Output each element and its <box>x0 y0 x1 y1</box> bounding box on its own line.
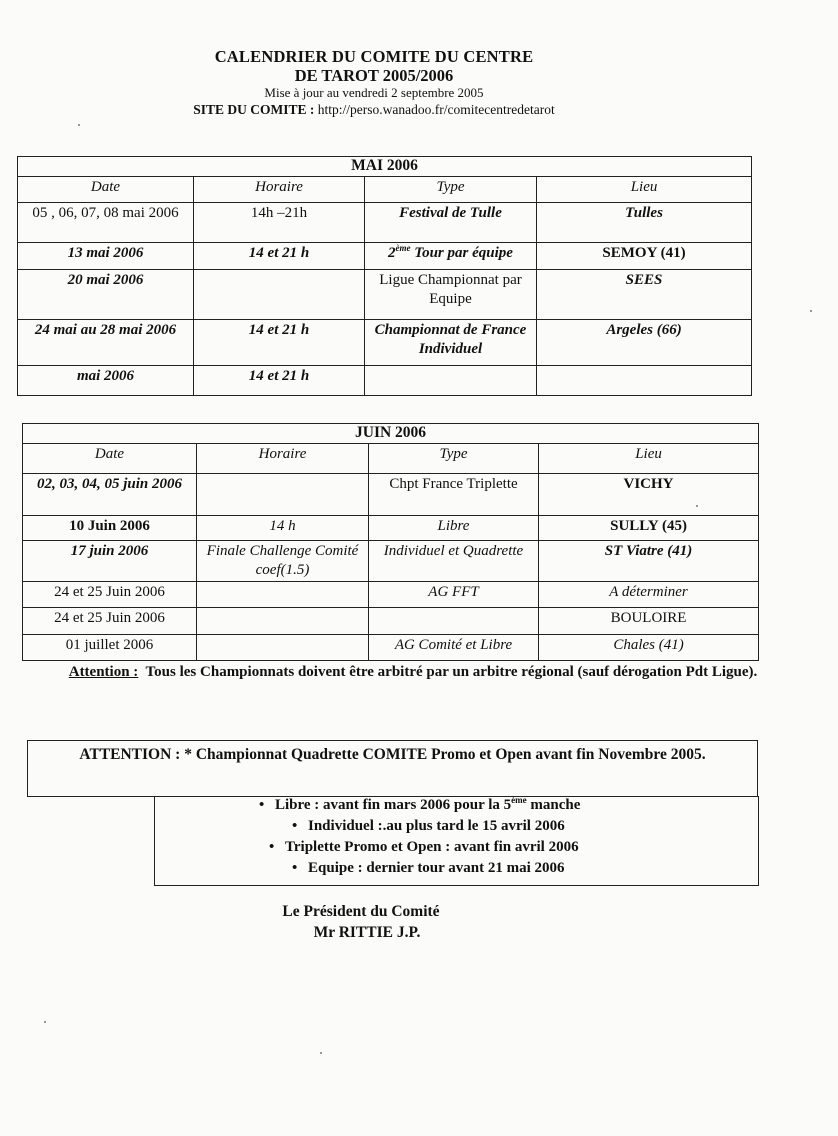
bullet-text-2: Individuel :.au plus tard le 15 avril 2006 <box>308 818 565 834</box>
cell-date: 17 juin 2006 <box>23 541 197 582</box>
site-label: SITE DU COMITE : <box>193 102 315 117</box>
cell-lieu: ST Viatre (41) <box>539 541 759 582</box>
cell-type: Championnat de France Individuel <box>365 320 537 366</box>
cell-date: 02, 03, 04, 05 juin 2006 <box>23 474 197 516</box>
bullet-icon: • <box>269 839 275 855</box>
doc-title-line2: DE TAROT 2005/2006 <box>294 66 454 85</box>
list-item <box>292 858 565 878</box>
cell-lieu: SEMOY (41) <box>537 243 752 270</box>
col-header-type: Type <box>369 444 539 474</box>
cell-lieu: VICHY <box>539 474 759 516</box>
cell-type: Chpt France Triplette <box>369 474 539 516</box>
scan-speck <box>320 1052 322 1054</box>
cell-type: Ligue Championnat par Equipe <box>365 270 537 320</box>
calendar-table-juin <box>22 423 759 661</box>
cell-lieu: SULLY (45) <box>539 516 759 541</box>
bullet-text-1-sup: ème <box>511 795 527 805</box>
type-sup: ème <box>395 243 411 253</box>
cell-type <box>365 366 537 396</box>
cell-lieu: BOULOIRE <box>539 608 759 635</box>
table-row <box>23 474 759 516</box>
table-row <box>18 270 752 320</box>
cell-lieu: A déterminer <box>539 582 759 608</box>
list-item <box>259 795 580 815</box>
cell-lieu <box>537 366 752 396</box>
bullet-text-1-post: manche <box>526 797 581 813</box>
list-item <box>269 837 579 857</box>
bullet-icon: • <box>292 818 298 834</box>
cell-horaire <box>197 474 369 516</box>
cell-horaire: 14h –21h <box>194 203 365 243</box>
table-row <box>23 608 759 635</box>
cell-type: Individuel et Quadrette <box>369 541 539 582</box>
cell-date: 01 juillet 2006 <box>23 635 197 661</box>
table-row <box>18 203 752 243</box>
attention-box: ATTENTION : * Championnat Quadrette COMITE Promo et Open avant fin Novembre 2005. <box>27 740 758 797</box>
doc-title-line1: CALENDRIER DU COMITE DU CENTRE <box>214 47 534 66</box>
cell-horaire: Finale Challenge Comité coef(1.5) <box>197 541 369 582</box>
cell-date: 24 et 25 Juin 2006 <box>23 608 197 635</box>
deadline-list <box>154 796 759 886</box>
cell-date: 13 mai 2006 <box>18 243 194 270</box>
bullet-icon: • <box>259 797 265 813</box>
bullet-text-1-pre: Libre : avant fin mars 2006 pour la 5 <box>275 797 512 813</box>
attention-text: Tous les Championnats doivent être arbitré par un arbitre régional (sauf dérogation Pdt Ligue). <box>145 664 758 680</box>
cell-horaire: 14 et 21 h <box>194 320 365 366</box>
cell-date: 24 et 25 Juin 2006 <box>23 582 197 608</box>
scan-speck <box>78 124 80 126</box>
scan-speck <box>810 310 812 312</box>
table-title-mai: MAI 2006 <box>18 157 752 177</box>
cell-type <box>365 243 537 270</box>
table-title-juin: JUIN 2006 <box>23 424 759 444</box>
cell-type: Festival de Tulle <box>365 203 537 243</box>
table-row <box>23 516 759 541</box>
scan-speck <box>696 505 698 507</box>
cell-type: AG FFT <box>369 582 539 608</box>
table-row <box>23 541 759 582</box>
cell-horaire <box>197 582 369 608</box>
col-header-horaire: Horaire <box>197 444 369 474</box>
attention-note <box>68 663 758 682</box>
update-date: Mise à jour au vendredi 2 septembre 2005 <box>264 85 484 100</box>
signature-name: Mr RITTIE J.P. <box>313 924 421 941</box>
cell-type: AG Comité et Libre <box>369 635 539 661</box>
signature-title: Le Président du Comité <box>282 903 440 920</box>
bullet-text-3: Triplette Promo et Open : avant fin avril 2006 <box>285 839 579 855</box>
cell-date: 05 , 06, 07, 08 mai 2006 <box>18 203 194 243</box>
site-url[interactable]: http://perso.wanadoo.fr/comitecentredetarot <box>317 102 555 117</box>
type-prefix: 2 <box>388 245 396 261</box>
col-header-date: Date <box>23 444 197 474</box>
cell-horaire <box>197 635 369 661</box>
type-suffix: Tour par équipe <box>410 245 513 261</box>
site-line <box>0 102 793 118</box>
col-header-date: Date <box>18 177 194 203</box>
cell-horaire: 14 et 21 h <box>194 243 365 270</box>
col-header-lieu: Lieu <box>537 177 752 203</box>
cell-date: 24 mai au 28 mai 2006 <box>18 320 194 366</box>
list-item <box>292 816 565 836</box>
bullet-text-4: Equipe : dernier tour avant 21 mai 2006 <box>308 860 565 876</box>
table-row <box>18 366 752 396</box>
cell-horaire <box>194 270 365 320</box>
cell-date: 10 Juin 2006 <box>23 516 197 541</box>
cell-lieu: Tulles <box>537 203 752 243</box>
col-header-horaire: Horaire <box>194 177 365 203</box>
table-row <box>18 243 752 270</box>
cell-lieu: Argeles (66) <box>537 320 752 366</box>
table-row <box>23 582 759 608</box>
scan-speck <box>44 1021 46 1023</box>
cell-lieu: Chales (41) <box>539 635 759 661</box>
cell-date: 20 mai 2006 <box>18 270 194 320</box>
col-header-type: Type <box>365 177 537 203</box>
attention-label: Attention : <box>68 664 139 680</box>
cell-horaire: 14 h <box>197 516 369 541</box>
cell-horaire <box>197 608 369 635</box>
table-row <box>23 635 759 661</box>
table-row <box>18 320 752 366</box>
cell-horaire: 14 et 21 h <box>194 366 365 396</box>
calendar-table-mai <box>17 156 752 396</box>
col-header-lieu: Lieu <box>539 444 759 474</box>
cell-lieu: SEES <box>537 270 752 320</box>
cell-type <box>369 608 539 635</box>
cell-type: Libre <box>369 516 539 541</box>
cell-date: mai 2006 <box>18 366 194 396</box>
bullet-icon: • <box>292 860 298 876</box>
